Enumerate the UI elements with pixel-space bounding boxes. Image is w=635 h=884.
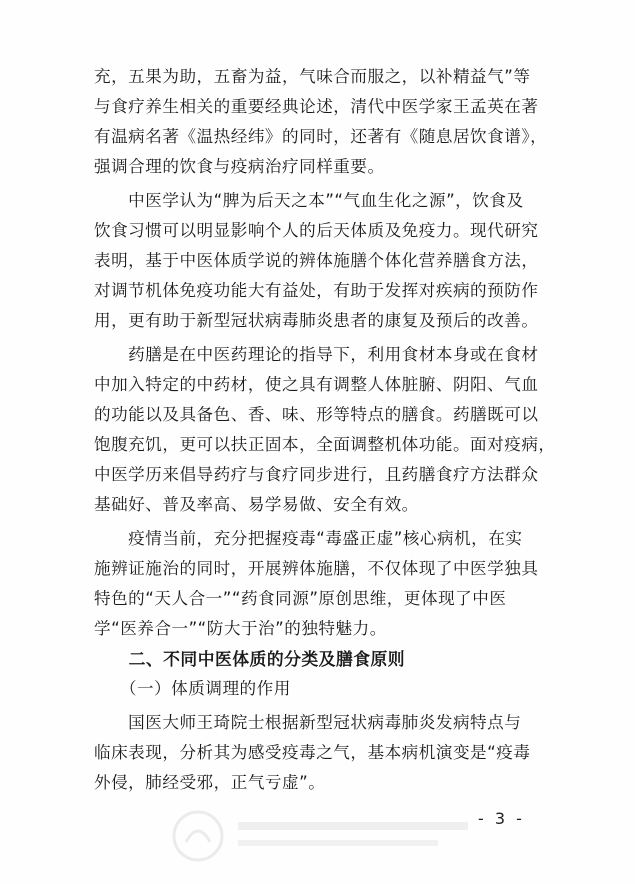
text-line: 表明，基于中医体质学说的辨体施膳个体化营养膳食方法， — [94, 251, 539, 270]
body-text — [94, 62, 556, 798]
text-line: 有温病名著《温热经纬》的同时，还著有《随息居饮食谱》， — [94, 127, 548, 146]
text-line: 对调节机体免疫功能大有益处，有助于发挥对疾病的预防作 — [94, 281, 539, 300]
page-number: - 3 - — [478, 809, 525, 828]
text-line: 特色的“天人合一”“药食同源”原创思维，更体现了中医 — [94, 589, 507, 608]
text-line: 学“医养合一”“防大于治”的独特魅力。 — [94, 619, 387, 638]
text-line: 中医学认为“脾为后天之本”“气血生化之源”，饮食及 — [94, 191, 524, 210]
text-line: 基础好、普及率高、易学易做、安全有效。 — [94, 495, 419, 514]
text-line: 疫情当前，充分把握疫毒“毒盛正虚”核心病机，在实 — [94, 529, 523, 548]
text-line: 中医学历来倡导药疗与食疗同步进行，且药膳食疗方法群众 — [94, 465, 539, 484]
section-heading: 二、不同中医体质的分类及膳食原则 — [94, 649, 406, 669]
text-line: 强调合理的饮食与疫病治疗同样重要。 — [94, 157, 385, 176]
text-line: 临床表现，分析其为感受疫毒之气，基本病机演变是“疫毒 — [94, 743, 531, 762]
text-line: 用，更有助于新型冠状病毒肺炎患者的康复及预后的改善。 — [94, 311, 539, 330]
text-line: 中加入特定的中药材，使之具有调整人体脏腑、阴阳、气血 — [94, 375, 539, 394]
text-line: 施辨证施治的同时，开展辨体施膳，不仅体现了中医学独具 — [94, 559, 539, 578]
text-line: 国医大师王琦院士根据新型冠状病毒肺炎发病特点与 — [94, 713, 522, 732]
text-line: 与食疗养生相关的重要经典论述，清代中医学家王孟英在著 — [94, 97, 539, 116]
text-line: 饱腹充饥，更可以扶正固本，全面调整机体功能。面对疫病， — [94, 435, 556, 454]
text-line: 外侵，肺经受邪，正气亏虚”。 — [94, 773, 326, 792]
text-line: 饮食习惯可以明显影响个人的后天体质及免疫力。现代研究 — [94, 221, 539, 240]
text-line: 充，五果为助，五畜为益，气味合而服之，以补精益气”等 — [94, 67, 531, 86]
watermark-logo — [168, 806, 488, 866]
text-line: 的功能以及具备色、香、味、形等特点的膳食。药膳既可以 — [94, 405, 539, 424]
subsection-heading: （一）体质调理的作用 — [94, 679, 291, 698]
text-line: 药膳是在中医药理论的指导下，利用食材本身或在食材 — [94, 345, 539, 364]
